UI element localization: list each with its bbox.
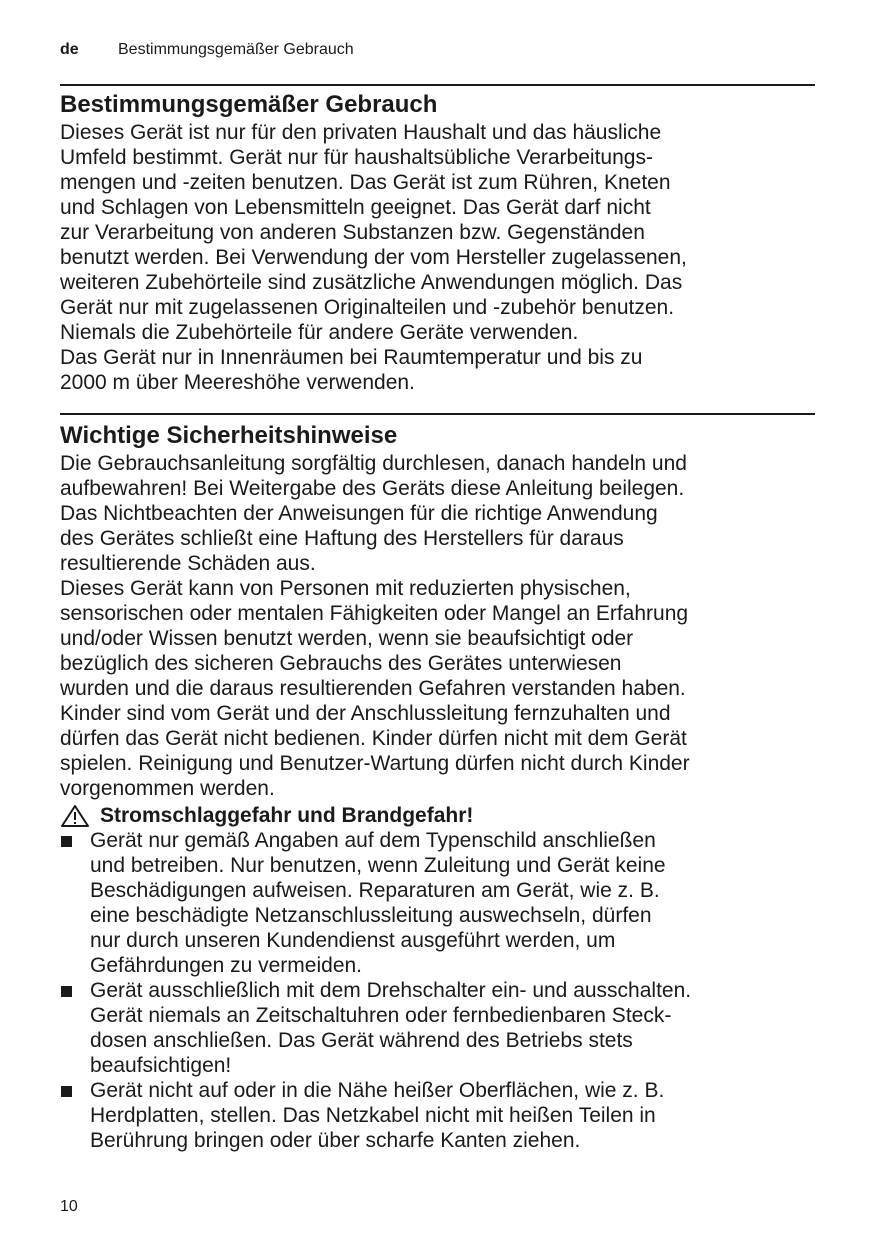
text-line: bezüglich des sicheren Gebrauchs des Gerätes unterwiesen [60, 652, 622, 675]
section-body [60, 451, 820, 801]
list-item [60, 978, 820, 1078]
text-line: resultierende Schäden aus. [60, 552, 316, 575]
language-code: de [60, 41, 79, 58]
text-line: Gerät niemals an Zeitschaltuhren oder fernbedienbaren Steck- [90, 1004, 672, 1027]
text-line: Herdplatten, stellen. Das Netzkabel nicht mit heißen Teilen in [90, 1104, 656, 1127]
text-line: und betreiben. Nur benutzen, wenn Zuleitung und Gerät keine [90, 854, 666, 877]
text-line: weiteren Zubehörteile sind zusätzliche Anwendungen möglich. Das [60, 271, 683, 294]
text-line: 2000 m über Meereshöhe verwenden. [60, 371, 415, 394]
text-line: beaufsichtigen! [90, 1054, 232, 1077]
text-line: Die Gebrauchsanleitung sorgfältig durchlesen, danach handeln und [60, 452, 687, 475]
text-line: Das Gerät nur in Innenräumen bei Raumtemperatur und bis zu [60, 346, 643, 369]
section-divider-1 [60, 84, 815, 86]
text-line: dosen anschließen. Das Gerät während des Betriebs stets [90, 1029, 633, 1052]
running-header [60, 40, 815, 60]
text-line: Dieses Gerät ist nur für den privaten Haushalt und das häusliche [60, 121, 662, 144]
section-title: Bestimmungsgemäßer Gebrauch [60, 91, 438, 118]
warning-triangle-icon [60, 804, 90, 828]
text-line: Niemals die Zubehörteile für andere Geräte verwenden. [60, 321, 579, 344]
section-divider-2 [60, 413, 815, 415]
warning-list [60, 828, 820, 1153]
text-line: des Gerätes schließt eine Haftung des Herstellers für daraus [60, 527, 624, 550]
text-line: Gerät nur gemäß Angaben auf dem Typenschild anschließen [90, 829, 656, 852]
list-item [60, 1078, 820, 1153]
text-line: und Schlagen von Lebensmitteln geeignet. Das Gerät darf nicht [60, 196, 651, 219]
text-line: und/oder Wissen benutzt werden, wenn sie beaufsichtigt oder [60, 627, 634, 650]
list-item [60, 828, 820, 978]
text-line: eine beschädigte Netzanschlussleitung auswechseln, dürfen [90, 904, 652, 927]
running-header-title: Bestimmungsgemäßer Gebrauch [118, 41, 354, 58]
text-line: Gefährdungen zu vermeiden. [90, 954, 363, 977]
section-body [60, 120, 820, 395]
text-line: Gerät nicht auf oder in die Nähe heißer Oberflächen, wie z. B. [90, 1079, 665, 1102]
bullet-square-icon [61, 1086, 72, 1097]
warning-title: Stromschlaggefahr und Brandgefahr! [100, 804, 474, 827]
text-line: benutzt werden. Bei Verwendung der vom Hersteller zugelassenen, [60, 246, 687, 269]
text-line: zur Verarbeitung von anderen Substanzen bzw. Gegenständen [60, 221, 645, 244]
text-line: aufbewahren! Bei Weitergabe des Geräts diese Anleitung beilegen. [60, 477, 685, 500]
text-line: Dieses Gerät kann von Personen mit reduzierten physischen, [60, 577, 631, 600]
text-line: sensorischen oder mentalen Fähigkeiten oder Mangel an Erfahrung [60, 602, 689, 625]
text-line: nur durch unseren Kundendienst ausgeführt werden, um [90, 929, 616, 952]
text-line: Umfeld bestimmt. Gerät nur für haushaltsübliche Verarbeitungs- [60, 146, 653, 169]
text-line: Das Nichtbeachten der Anweisungen für die richtige Anwendung [60, 502, 658, 525]
text-line: wurden und die daraus resultierenden Gefahren verstanden haben. [60, 677, 686, 700]
text-line: Gerät ausschließlich mit dem Drehschalter ein- und ausschalten. [90, 979, 692, 1002]
text-line: Berührung bringen oder über scharfe Kanten ziehen. [90, 1129, 581, 1152]
text-line: Beschädigungen aufweisen. Reparaturen am Gerät, wie z. B. [90, 879, 660, 902]
text-line: vorgenommen werden. [60, 777, 275, 800]
bullet-square-icon [61, 986, 72, 997]
text-line: Gerät nur mit zugelassenen Originalteilen und -zubehör benutzen. [60, 296, 675, 319]
text-line: dürfen das Gerät nicht bedienen. Kinder dürfen nicht mit dem Gerät [60, 727, 687, 750]
section-title: Wichtige Sicherheitshinweise [60, 422, 398, 449]
page-number: 10 [60, 1198, 78, 1215]
text-line: mengen und -zeiten benutzen. Das Gerät ist zum Rühren, Kneten [60, 171, 671, 194]
text-line: Kinder sind vom Gerät und der Anschlussleitung fernzuhalten und [60, 702, 671, 725]
section-safety [60, 421, 820, 1153]
text-line: spielen. Reinigung und Benutzer-Wartung dürfen nicht durch Kinder [60, 752, 690, 775]
section-intended-use [60, 90, 820, 395]
bullet-square-icon [61, 836, 72, 847]
warning-heading [60, 803, 820, 828]
